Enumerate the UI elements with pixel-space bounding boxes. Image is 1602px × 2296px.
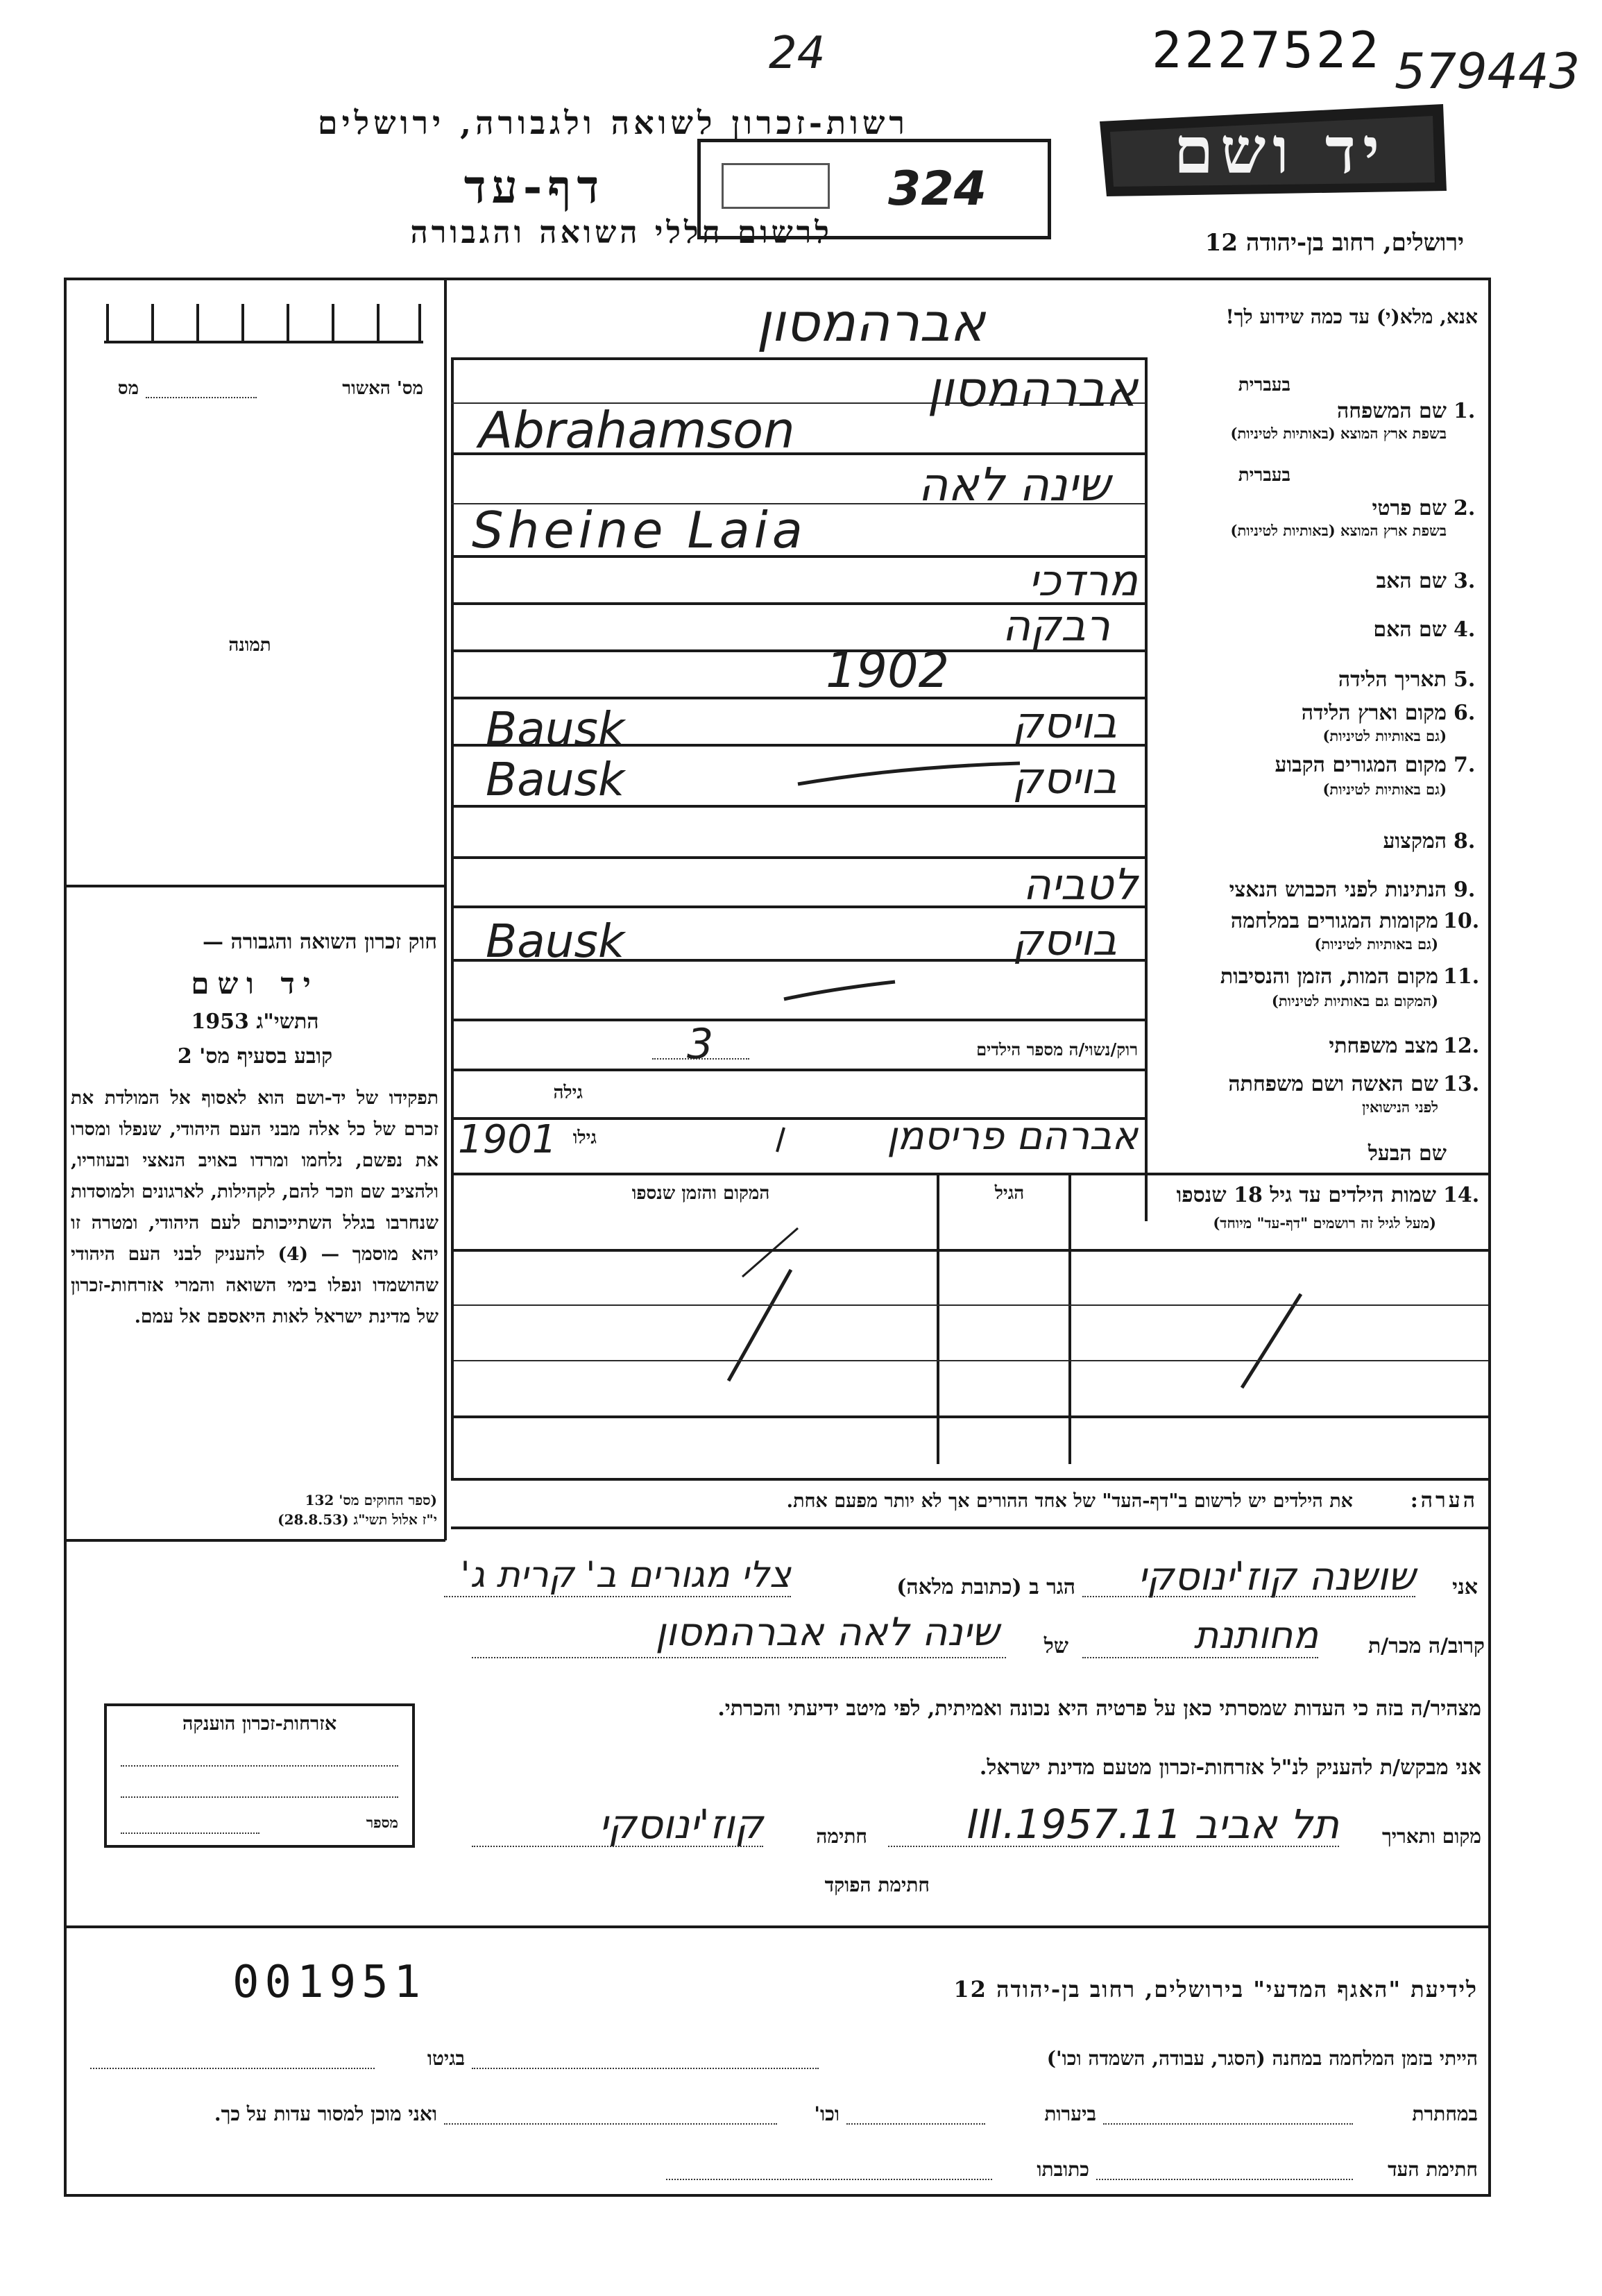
f6-sub: (גם באותיות לטיניות) — [1322, 727, 1447, 745]
f14-sub: (מעל לגיל זה רושמים "דף-עד" מיוחד) — [1213, 1214, 1436, 1232]
law-ref-1: (ספר החוקים מס' 132 — [305, 1492, 437, 1508]
f6-value-lat: Bausk — [486, 702, 625, 756]
f5-label: תאריך הלידה — [1338, 667, 1447, 692]
f2-latin-value: Sheine Laia — [472, 501, 807, 559]
stamp-box — [697, 139, 1051, 239]
witness-name: שושנה קוז'ינוסקי — [1138, 1554, 1415, 1599]
law-text: תפקידו של יד-ושם הוא לאסוף אל המולדת את זכרם של כל אלה מבני העם היהודי, שנפלו ומסרו את נפשם, נלחמו ומרדו באויב הנאצי ובעוזריו, ולהציב שם וזכר להם, לקהילות, לארגונים ולמוסדות שנחרבו בגלל השתייכותם לעם היהודי, ומטרה זו יהא מוסמך — (4) להעניק לבני העם היהודי שהושמדו ונפלו בימי השואה והמרי אזרחות-זכרון של מדינת ישראל לאות היאספם אל עמם. — [71, 1087, 438, 1327]
f6-label: מקום וארץ הלידה — [1301, 701, 1447, 725]
residing-label: הגר ב (כתובת מלאה) — [896, 1575, 1075, 1599]
photo-bottom-line — [64, 885, 445, 887]
f7-value-he: בויסק — [1012, 753, 1117, 803]
f13-label: שם האשה ושם משפחתה — [1228, 1072, 1438, 1096]
top-number-3: 579443 — [1395, 43, 1580, 100]
f2-sub: בשפת ארץ המוצא (באותיות לטיניות) — [1230, 522, 1447, 539]
place-date-value: תל אביב 11.III.1957 — [966, 1801, 1339, 1848]
frame-top — [64, 278, 1491, 280]
law-clause: קובע בסעיף מס' 2 — [177, 1044, 333, 1069]
f12-value: 3 — [687, 1020, 714, 1069]
f13-sub: לפני הנישואין — [1362, 1098, 1438, 1116]
citizenship-box-title: אזרחות-זכרון הוענקה — [182, 1713, 337, 1735]
serial-number: 001951 — [232, 1957, 427, 2008]
request-text: אני מבקש/ת להעניק לנ"ל אזרחות-זכרון מטעם מדינת ישראל. — [979, 1755, 1481, 1780]
footer-line3-a: חתימת העד — [1388, 2158, 1478, 2181]
of-label: של — [1043, 1634, 1068, 1658]
f12-text: רוק/נשוי/ה מספר הילדים — [976, 1039, 1138, 1060]
f12-label: מצב משפחתי — [1329, 1034, 1438, 1058]
institution-line: רשות-זכרון לשואה ולגבורה, ירושלים — [317, 104, 909, 142]
instruction-text: אנא, מלא(י) עד כמה שידוע לך! — [1225, 305, 1478, 328]
page: 24 2227522 579443 רשות-זכרון לשואה ולגבורה, ירושלים דף-עד לרשום חללי השואה והגבורה 324 יד ושם ירושלים, רחוב בן-יהודה 12 מס' האשור מס תמונה חוק זכרון השואה והגבורה — יד ושם התשי"ג 1953 קובע בסעיף מס' 2 תפקידו של יד-ושם הוא לאסוף אל המולדת את זכרם של כל אלה מבני העם היהודי, שנפלו ומסרו את נפשם, נלחמו ומרדו באויב הנאצי ובעוזריו, ולהציב שם וזכר להם, לקהילות, לארגונים ולמוסדות שנחרבו בגלל השתייכותם לעם היהודי, ומטרה זו יהא מוסמך — (4) להעניק לבני העם היהודי שהושמדו ונפלו בימי השואה והמרי אזרחות-זכרון של מדינת ישראל לאות היאספם אל עמם. (ספר החוקים מס' 132 י"ז אלול תשי"ג (28.8.53) אנא, מלא(י) עד כמה שידוע לך! אברהמסון בעברית 1. שם המשפחה בשפת ארץ המוצא (באותיות לטיניות) בעברית 2. שם פרטי בשפת ארץ המוצא (באותיות לטיניות) 3. שם האב 4. שם האם 5. תאריך הלידה 6. מקום וארץ הלידה (גם באותיות לטיניות) 7. מקום המגורים הקבוע (גם באותיות לטיניות) 8. המקצוע 9. הנתינות לפני הכבוש הנאצי 10. מקומות המגורים במלחמה (גם באותיות לטיניות) 11. מקום המות, הזמן והנסיבות (המקום גם באותיות לטיניות) 12. מצב משפחתי 13. שם האשה ושם משפחתה לפני הנישואין שם הבעל אברהמסון Abrahamson שינה לאה Sheine Laia מרדכי רבקה 1902 בויסק Bausk בויסק Bausk לטביה בויסק Bausk רוק/נשוי/ה מספר הילדים 3 גילה אברהם פריסמן גילו 1901 14. שמות הילדים עד גיל 18 שנספו (מעל לגיל זה רושמים "דף-עד" מיוחד) הגיל המקום והזמן שנספו הערה: את הילדים יש לרשום ב"דף-העד" של אחד ההורים אך לא יותר מפעם אחת. אני שושנה קוז'ינוסקי הגר ב (כתובת מלאה) צלי מגורים ב' קרית ג' קרוב/ה מכר/ת מחותנת של שינה לאה אברהמסון מצהיר/ה בזה כי העדות שמסרתי כאן על פרטיה היא נכונה ואמיתית, לפי מיטב ידיעתי והכרתי. אני מבקש/ת להעניק לנ"ל אזרחות-זכרון מטעם מדינת ישראל. מקום ותאריך תל אביב 11.III.1957 חתימה קוז'ינוסקי חתימת הפוקד אזרחות-זכרון הוענקה מספר 001951 לידיעת "האגף המדעי" בירושלים, רחוב בן-יהודה 12 הייתי בזמן המלחמה במחנה (הסגר, עבודה, השמדה וכו') בגיטו במחתרת ביערות וכו' ואני מוכן למסור עדות על כך. חתימת העד כתובתו — [0, 0, 1602, 2296]
data-col-left — [451, 357, 454, 1221]
f3-value: מרדכי — [1028, 555, 1138, 606]
address-value: צלי מגורים ב' קרית ג' — [460, 1554, 791, 1596]
f7-label: מקום המגורים הקבוע — [1275, 753, 1447, 777]
approval-label: מס' האשור — [342, 378, 423, 399]
checkbox-strip — [104, 304, 423, 346]
f1-label: שם המשפחה — [1336, 399, 1447, 423]
f10-value-lat: Bausk — [486, 915, 625, 968]
note-text: את הילדים יש לרשום ב"דף-העד" של אחד ההורים אך לא יותר מפעם אחת. — [786, 1490, 1353, 1512]
photo-label: תמונה — [228, 635, 271, 656]
f10-label: מקומות המגורים במלחמה — [1230, 909, 1438, 933]
f11-label: מקום המות, הזמן והנסיבות — [1220, 964, 1438, 989]
header-address: ירושלים, רחוב בן-יהודה 12 — [1204, 229, 1464, 257]
footer-line3-b: כתובתו — [1037, 2158, 1089, 2181]
f6-value-he: בויסק — [1012, 697, 1117, 748]
f2-hebrew-tag: בעברית — [1238, 465, 1290, 486]
footer-line2-a: במחתרת — [1412, 2102, 1478, 2125]
law-name: יד ושם — [191, 967, 319, 1001]
logo-text: יד ושם — [1173, 113, 1387, 188]
husband-age-label: גילו — [572, 1128, 597, 1148]
f4-label: שם האם — [1373, 618, 1447, 642]
citizenship-box-no: מספר — [366, 1814, 398, 1831]
signature-label: חתימה — [816, 1825, 867, 1848]
relative-label: קרוב/ה מכר/ת — [1367, 1634, 1485, 1658]
top-number-2: 2227522 — [1152, 21, 1382, 79]
footer-line1-a: הייתי בזמן המלחמה במחנה (הסגר, עבודה, השמדה וכו') — [1046, 2047, 1478, 2070]
signature-value: קוז'ינוסקי — [599, 1801, 763, 1848]
law-year: התשי"ג 1953 — [191, 1010, 319, 1034]
f14-col-age: הגיל — [994, 1183, 1025, 1204]
stamp-number: 324 — [888, 162, 987, 216]
declare-text: מצהיר/ה בזה כי העדות שמסרתי כאן על פרטיה היא נכונה ואמיתית, לפי מיטב ידיעתי והכרתי. — [717, 1697, 1481, 1721]
form-subtitle: לרשום חללי השואה והגבורה — [410, 215, 833, 250]
f10-sub: (גם באותיות לטיניות) — [1314, 935, 1438, 953]
relation-value: מחותנת — [1193, 1613, 1318, 1657]
yad-vashem-logo — [1093, 101, 1454, 198]
footer-line1-b: בגיטו — [427, 2047, 465, 2070]
husband-age-value: 1901 — [458, 1117, 557, 1162]
f4-value: רבקה — [1002, 600, 1110, 651]
i-label: אני — [1452, 1575, 1478, 1599]
frame-mid — [64, 1925, 1491, 1928]
f2-label: שם פרטי — [1372, 496, 1447, 520]
husband-value: אברהם פריסמן — [887, 1114, 1138, 1159]
officer-signature: חתימת הפוקד — [824, 1873, 930, 1896]
citizenship-box — [104, 1703, 415, 1848]
place-date-label: מקום ותאריך — [1381, 1825, 1481, 1848]
footer-line2-b: ביערות — [1044, 2102, 1096, 2125]
law-bottom-line — [64, 1539, 445, 1542]
top-number-1: 24 — [769, 28, 826, 79]
of-value: שינה לאה אברהמסון — [655, 1610, 999, 1655]
f1-hebrew-value: אברהמסון — [927, 361, 1138, 418]
f9-label: הנתינות לפני הכבוש הנאצי — [1229, 878, 1447, 902]
f1-hebrew-tag: בעברית — [1238, 375, 1290, 396]
approval-no: מס — [117, 378, 139, 399]
f9-value: לטביה — [1023, 859, 1138, 910]
f3-label: שם האב — [1376, 569, 1447, 593]
form-title: דף-עד — [463, 160, 605, 214]
f11-sub: (המקום גם באותיות לטיניות) — [1271, 992, 1438, 1010]
hand-family-hebrew-title: אברהמסון — [756, 291, 985, 353]
husband-label: שם הבעל — [1367, 1141, 1447, 1166]
f14-col-place: המקום והזמן שנספו — [631, 1183, 770, 1204]
f7-value-lat: Bausk — [486, 753, 625, 806]
f1-latin-value: Abrahamson — [479, 401, 795, 459]
f10-value-he: בויסק — [1012, 915, 1117, 965]
footer-line2-c: וכו' — [814, 2102, 840, 2125]
frame-bottom — [64, 2194, 1491, 2197]
f13-age: גילה — [553, 1082, 583, 1103]
f5-value: 1902 — [826, 642, 950, 699]
f1-sub: בשפת ארץ המוצא (באותיות לטיניות) — [1230, 425, 1447, 442]
left-panel-divider — [444, 278, 447, 1540]
note-label: הערה: — [1410, 1488, 1478, 1513]
f7-sub: (גם באותיות לטיניות) — [1322, 781, 1447, 798]
law-ref-2: י"ז אלול תשי"ג (28.8.53) — [278, 1511, 437, 1528]
frame-right — [1488, 278, 1491, 2196]
data-col-right — [1145, 357, 1148, 1221]
frame-left — [64, 279, 67, 2195]
footer-dept: לידיעת "האגף המדעי" בירושלים, רחוב בן-יהודה 12 — [953, 1976, 1478, 2002]
law-title: חוק זכרון השואה והגבורה — — [203, 930, 437, 954]
f2-hebrew-value: שינה לאה — [918, 458, 1110, 511]
footer-line2-d: ואני מוכן למסור עדות על כך. — [214, 2102, 437, 2125]
f14-label: שמות הילדים עד גיל 18 שנספו — [1176, 1183, 1436, 1207]
f8-label: המקצוע — [1383, 829, 1447, 853]
